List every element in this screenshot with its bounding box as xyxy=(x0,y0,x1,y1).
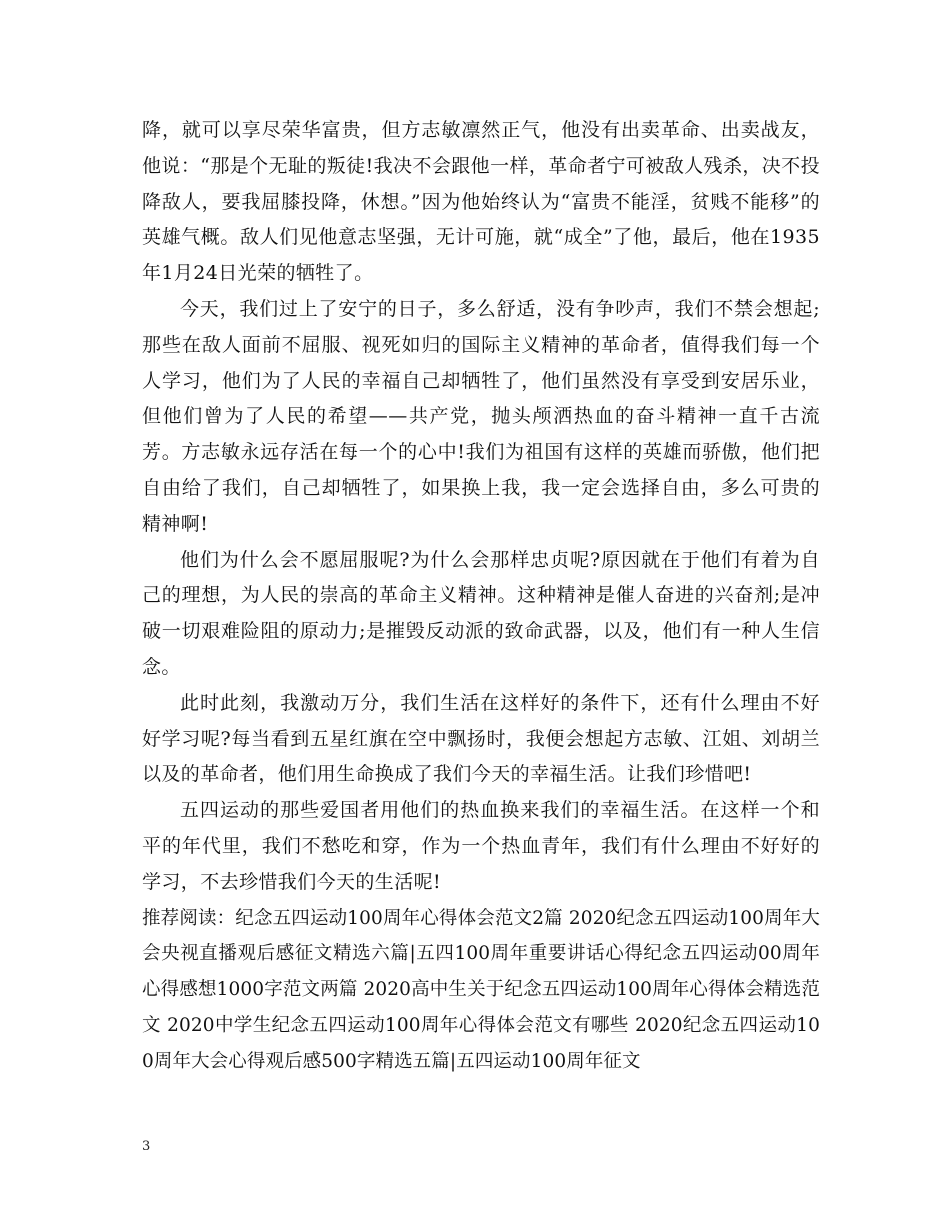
document-body xyxy=(142,113,820,1080)
page-number: 3 xyxy=(142,1139,151,1154)
recommended-reading: 推荐阅读：纪念五四运动100周年心得体会范文2篇 2020纪念五四运动100周年大会央视直播观后感征文精选六篇|五四100周年重要讲话心得纪念五四运动00周年心得感想1000字范文两篇 2020高中生关于纪念五四运动100周年心得体会精选范文 2020中学生纪念五四运动100周年心得体会范文有哪些 2020纪念五四运动100周年大会心得观后感500字精选五篇|五四运动100周年征文 xyxy=(142,907,820,1072)
paragraph-5: 五四运动的那些爱国者用他们的热血换来我们的幸福生活。在这样一个和平的年代里，我们不愁吃和穿，作为一个热血青年，我们有什么理由不好好的学习，不去珍惜我们今天的生活呢! xyxy=(142,799,820,893)
paragraph-2: 今天，我们过上了安宁的日子，多么舒适，没有争吵声，我们不禁会想起;那些在敌人面前不屈服、视死如归的国际主义精神的革命者，值得我们每一个人学习，他们为了人民的幸福自己却牺牲了，他们虽然没有享受到安居乐业，但他们曾为了人民的希望——共产党，抛头颅洒热血的奋斗精神一直千古流芳。方志敏永远存活在每一个的心中!我们为祖国有这样的英雄而骄傲，他们把自由给了我们，自己却牺牲了，如果换上我，我一定会选择自由，多么可贵的精神啊! xyxy=(142,297,820,535)
paragraph-3: 他们为什么会不愿屈服呢?为什么会那样忠贞呢?原因就在于他们有着为自己的理想，为人民的崇高的革命主义精神。这种精神是催人奋进的兴奋剂;是冲破一切艰难险阻的原动力;是摧毁反动派的致命武器，以及，他们有一种人生信念。 xyxy=(142,548,820,678)
paragraph-1: 降，就可以享尽荣华富贵，但方志敏凛然正气，他没有出卖革命、出卖战友，他说：“那是个无耻的叛徒!我决不会跟他一样，革命者宁可被敌人残杀，决不投降敌人，要我屈膝投降，休想。”因为他始终认为“富贵不能淫，贫贱不能移”的英雄气概。敌人们见他意志坚强，无计可施，就“成全”了他，最后，他在1935年1月24日光荣的牺牲了。 xyxy=(142,119,820,285)
paragraph-4: 此时此刻，我激动万分，我们生活在这样好的条件下，还有什么理由不好好学习呢?每当看到五星红旗在空中飘扬时，我便会想起方志敏、江姐、刘胡兰以及的革命者，他们用生命换成了我们今天的幸福生活。让我们珍惜吧! xyxy=(142,691,820,786)
